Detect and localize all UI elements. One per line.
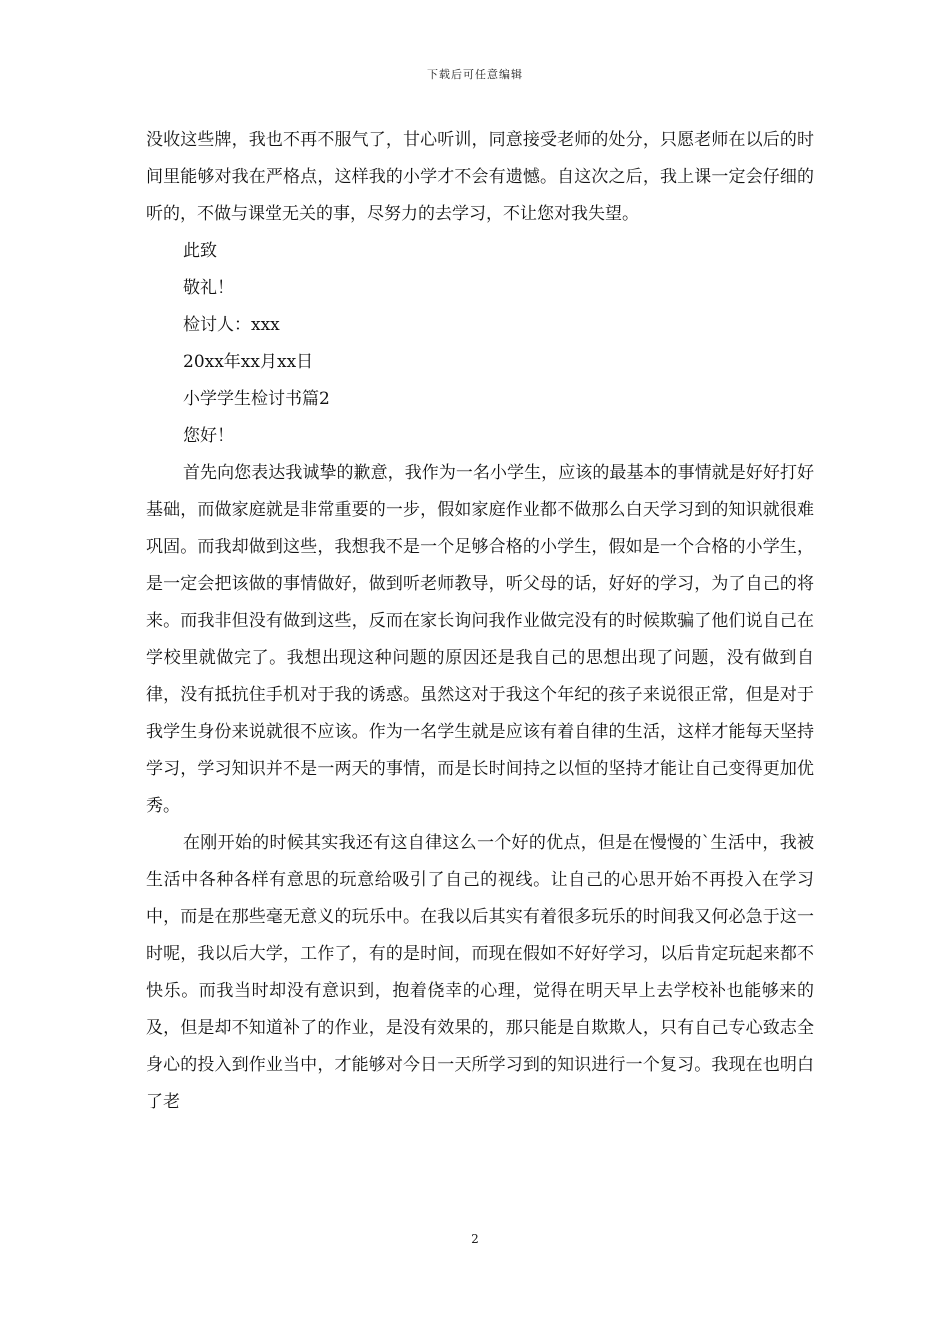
closing-salutation: 此致 [183,241,217,261]
closing-regards: 敬礼！ [183,278,234,298]
signature-line: 检讨人：xxx [183,315,280,335]
page-number: 2 [471,1232,479,1246]
paragraph: 在刚开始的时候其实我还有这自律这么一个好的优点，但是在慢慢的`生活中，我被生活中各种各样有意思的玩意给吸引了自己的视线。让自己的心思开始不再投入在学习中，而是在那些毫无意义的玩乐中。在我以后其实有着很多玩乐的时间我又何必急于这一时呢，我以后大学，工作了，有的是时间，而现在假如不好好学习，以后肯定玩起来都不快乐。而我当时却没有意识到，抱着侥幸的心理，觉得在明天早上去学校补也能够来的及，但是却不知道补了的作业，是没有效果的，那只能是自欺欺人，只有自己专心致志全身心的投入到作业当中，才能够对今日一天所学习到的知识进行一个复习。我现在也明白了老 [146,833,814,1112]
date-line: 20xx年xx月xx日 [183,352,314,372]
section-title: 小学学生检讨书篇2 [183,389,330,409]
paragraph-continuation: 没收这些牌，我也不再不服气了，甘心听训，同意接受老师的处分，只愿老师在以后的时间里能够对我在严格点，这样我的小学才不会有遗憾。自这次之后，我上课一定会仔细的听的，不做与课堂无关的事，尽努力的去学习，不让您对我失望。 [146,130,814,224]
document-body [146,122,814,1121]
paragraph: 首先向您表达我诚挚的歉意，我作为一名小学生，应该的最基本的事情就是好好打好基础，而做家庭就是非常重要的一步，假如家庭作业都不做那么白天学习到的知识就很难巩固。而我却做到这些，我想我不是一个足够合格的小学生，假如是一个合格的小学生，是一定会把该做的事情做好，做到听老师教导，听父母的话，好好的学习，为了自己的将来。而我非但没有做到这些，反而在家长询问我作业做完没有的时候欺骗了他们说自己在学校里就做完了。我想出现这种问题的原因还是我自己的思想出现了问题，没有做到自律，没有抵抗住手机对于我的诱惑。虽然这对于我这个年纪的孩子来说很正常，但是对于我学生身份来说就很不应该。作为一名学生就是应该有着自律的生活，这样才能每天坚持学习，学习知识并不是一两天的事情，而是长时间持之以恒的坚持才能让自己变得更加优秀。 [146,463,814,816]
page-header: 下载后可任意编辑 [427,68,523,81]
greeting: 您好！ [183,426,234,446]
